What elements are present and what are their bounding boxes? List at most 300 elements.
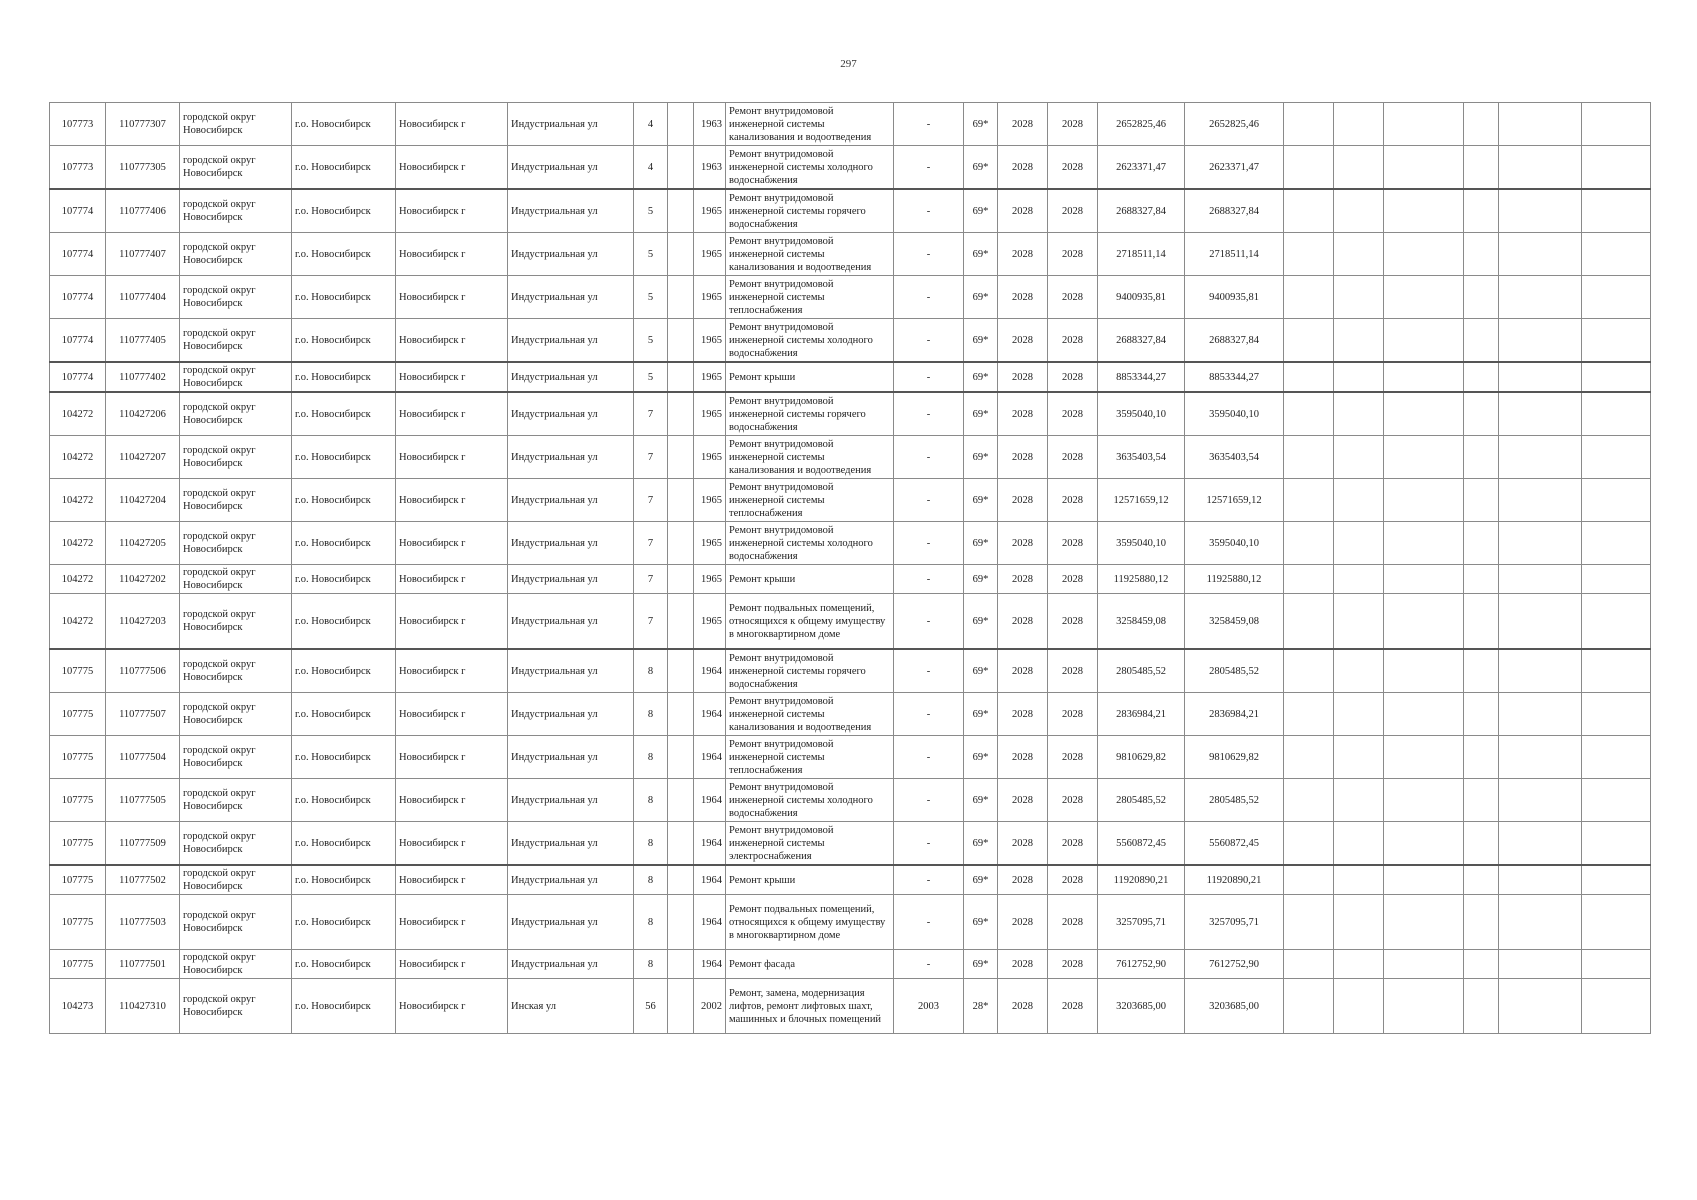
row-plan-end: 2028: [1048, 276, 1098, 319]
row-fund-cost: 8853344,27: [1185, 362, 1284, 392]
row-empty-cell: [1464, 103, 1499, 146]
row-municipality: г.о. Новосибирск: [292, 779, 396, 822]
row-commission: 2003: [894, 979, 964, 1034]
row-house: 8: [634, 736, 668, 779]
row-work: Ремонт внутридомовой инженерной системы канализования и водоотведения: [726, 233, 894, 276]
row-empty-cell: [1582, 895, 1651, 950]
row-city: Новосибирск г: [396, 865, 508, 895]
row-empty-cell: [1582, 522, 1651, 565]
row-empty-cell: [1464, 736, 1499, 779]
row-street: Индустриальная ул: [508, 276, 634, 319]
row-building: [668, 319, 694, 363]
row-code: 110777504: [106, 736, 180, 779]
row-id: 104272: [50, 522, 106, 565]
row-work: Ремонт внутридомовой инженерной системы горячего водоснабжения: [726, 189, 894, 233]
row-empty-cell: [1384, 693, 1464, 736]
row-municipality: г.о. Новосибирск: [292, 865, 396, 895]
row-empty-cell: [1284, 822, 1334, 866]
row-building: [668, 736, 694, 779]
row-commission: -: [894, 693, 964, 736]
row-work: Ремонт внутридомовой инженерной системы холодного водоснабжения: [726, 522, 894, 565]
row-empty-cell: [1334, 392, 1384, 436]
row-year: 1963: [694, 146, 726, 190]
row-total-cost: 7612752,90: [1098, 950, 1185, 979]
row-code: 110777406: [106, 189, 180, 233]
row-code: 110777404: [106, 276, 180, 319]
row-okrug: городской округ Новосибирск: [180, 779, 292, 822]
row-municipality: г.о. Новосибирск: [292, 736, 396, 779]
row-empty-cell: [1284, 979, 1334, 1034]
row-wear: 69*: [964, 276, 998, 319]
row-municipality: г.о. Новосибирск: [292, 146, 396, 190]
row-building: [668, 146, 694, 190]
row-okrug: городской округ Новосибирск: [180, 392, 292, 436]
row-municipality: г.о. Новосибирск: [292, 979, 396, 1034]
row-year: 1965: [694, 233, 726, 276]
row-empty-cell: [1284, 146, 1334, 190]
row-city: Новосибирск г: [396, 103, 508, 146]
row-plan-end: 2028: [1048, 822, 1098, 866]
row-id: 107774: [50, 362, 106, 392]
row-okrug: городской округ Новосибирск: [180, 233, 292, 276]
row-plan-end: 2028: [1048, 362, 1098, 392]
row-okrug: городской округ Новосибирск: [180, 950, 292, 979]
row-total-cost: 2718511,14: [1098, 233, 1185, 276]
row-plan-end: 2028: [1048, 865, 1098, 895]
row-total-cost: 9400935,81: [1098, 276, 1185, 319]
row-house: 5: [634, 362, 668, 392]
row-empty-cell: [1284, 950, 1334, 979]
row-empty-cell: [1499, 103, 1582, 146]
row-wear: 69*: [964, 693, 998, 736]
capital-repair-table: [49, 102, 1651, 1034]
row-okrug: городской округ Новосибирск: [180, 362, 292, 392]
row-empty-cell: [1499, 146, 1582, 190]
row-code: 110427206: [106, 392, 180, 436]
row-id: 107775: [50, 865, 106, 895]
row-year: 1964: [694, 779, 726, 822]
row-city: Новосибирск г: [396, 479, 508, 522]
row-commission: -: [894, 233, 964, 276]
row-plan-end: 2028: [1048, 189, 1098, 233]
row-empty-cell: [1334, 436, 1384, 479]
row-empty-cell: [1499, 979, 1582, 1034]
row-empty-cell: [1499, 594, 1582, 650]
row-total-cost: 2652825,46: [1098, 103, 1185, 146]
row-municipality: г.о. Новосибирск: [292, 594, 396, 650]
row-empty-cell: [1499, 693, 1582, 736]
row-empty-cell: [1582, 146, 1651, 190]
row-work: Ремонт внутридомовой инженерной системы теплоснабжения: [726, 479, 894, 522]
row-empty-cell: [1582, 736, 1651, 779]
row-wear: 69*: [964, 189, 998, 233]
row-house: 7: [634, 594, 668, 650]
row-commission: -: [894, 895, 964, 950]
row-plan-start: 2028: [998, 103, 1048, 146]
row-commission: -: [894, 594, 964, 650]
row-work: Ремонт внутридомовой инженерной системы электроснабжения: [726, 822, 894, 866]
row-id: 107773: [50, 146, 106, 190]
row-commission: -: [894, 736, 964, 779]
table-row: [50, 736, 1651, 779]
row-work: Ремонт внутридомовой инженерной системы канализования и водоотведения: [726, 436, 894, 479]
row-plan-end: 2028: [1048, 392, 1098, 436]
row-empty-cell: [1384, 189, 1464, 233]
row-empty-cell: [1499, 736, 1582, 779]
row-year: 1964: [694, 822, 726, 866]
row-id: 107774: [50, 276, 106, 319]
row-work: Ремонт внутридомовой инженерной системы горячего водоснабжения: [726, 392, 894, 436]
row-city: Новосибирск г: [396, 979, 508, 1034]
table-row: [50, 979, 1651, 1034]
row-empty-cell: [1384, 565, 1464, 594]
row-house: 8: [634, 895, 668, 950]
row-okrug: городской округ Новосибирск: [180, 649, 292, 693]
row-plan-end: 2028: [1048, 233, 1098, 276]
row-house: 56: [634, 979, 668, 1034]
row-empty-cell: [1499, 779, 1582, 822]
row-street: Индустриальная ул: [508, 565, 634, 594]
row-city: Новосибирск г: [396, 436, 508, 479]
row-work: Ремонт фасада: [726, 950, 894, 979]
row-plan-end: 2028: [1048, 895, 1098, 950]
row-fund-cost: 3635403,54: [1185, 436, 1284, 479]
row-empty-cell: [1464, 649, 1499, 693]
row-empty-cell: [1384, 822, 1464, 866]
row-commission: -: [894, 319, 964, 363]
row-municipality: г.о. Новосибирск: [292, 103, 396, 146]
row-id: 107774: [50, 233, 106, 276]
row-wear: 69*: [964, 522, 998, 565]
row-fund-cost: 12571659,12: [1185, 479, 1284, 522]
row-work: Ремонт внутридомовой инженерной системы канализования и водоотведения: [726, 103, 894, 146]
row-municipality: г.о. Новосибирск: [292, 895, 396, 950]
row-building: [668, 865, 694, 895]
row-building: [668, 822, 694, 866]
row-empty-cell: [1334, 979, 1384, 1034]
row-empty-cell: [1284, 362, 1334, 392]
row-municipality: г.о. Новосибирск: [292, 565, 396, 594]
row-house: 5: [634, 319, 668, 363]
row-total-cost: 2836984,21: [1098, 693, 1185, 736]
row-code: 110777402: [106, 362, 180, 392]
table-row: [50, 779, 1651, 822]
row-city: Новосибирск г: [396, 779, 508, 822]
row-empty-cell: [1582, 436, 1651, 479]
row-plan-start: 2028: [998, 950, 1048, 979]
row-empty-cell: [1284, 865, 1334, 895]
row-code: 110777501: [106, 950, 180, 979]
row-plan-start: 2028: [998, 392, 1048, 436]
table-row: [50, 649, 1651, 693]
row-empty-cell: [1464, 146, 1499, 190]
row-city: Новосибирск г: [396, 950, 508, 979]
row-id: 107775: [50, 693, 106, 736]
row-street: Индустриальная ул: [508, 233, 634, 276]
row-plan-start: 2028: [998, 594, 1048, 650]
row-plan-start: 2028: [998, 189, 1048, 233]
row-city: Новосибирск г: [396, 189, 508, 233]
row-id: 104273: [50, 979, 106, 1034]
row-empty-cell: [1582, 189, 1651, 233]
row-plan-start: 2028: [998, 979, 1048, 1034]
row-house: 8: [634, 649, 668, 693]
row-empty-cell: [1334, 522, 1384, 565]
row-work: Ремонт крыши: [726, 565, 894, 594]
row-empty-cell: [1284, 392, 1334, 436]
row-empty-cell: [1334, 233, 1384, 276]
row-empty-cell: [1384, 779, 1464, 822]
row-year: 1965: [694, 436, 726, 479]
row-code: 110777509: [106, 822, 180, 866]
table-row: [50, 392, 1651, 436]
row-empty-cell: [1582, 392, 1651, 436]
row-fund-cost: 11925880,12: [1185, 565, 1284, 594]
row-id: 104272: [50, 392, 106, 436]
row-city: Новосибирск г: [396, 693, 508, 736]
row-empty-cell: [1582, 479, 1651, 522]
row-year: 1965: [694, 594, 726, 650]
row-empty-cell: [1284, 276, 1334, 319]
row-empty-cell: [1334, 565, 1384, 594]
row-house: 5: [634, 276, 668, 319]
row-total-cost: 11925880,12: [1098, 565, 1185, 594]
row-municipality: г.о. Новосибирск: [292, 392, 396, 436]
row-empty-cell: [1334, 822, 1384, 866]
row-fund-cost: 2805485,52: [1185, 649, 1284, 693]
row-year: 2002: [694, 979, 726, 1034]
row-empty-cell: [1384, 392, 1464, 436]
row-street: Индустриальная ул: [508, 436, 634, 479]
row-empty-cell: [1499, 319, 1582, 363]
row-wear: 69*: [964, 779, 998, 822]
row-empty-cell: [1284, 736, 1334, 779]
row-code: 110777507: [106, 693, 180, 736]
row-total-cost: 12571659,12: [1098, 479, 1185, 522]
row-empty-cell: [1384, 233, 1464, 276]
row-municipality: г.о. Новосибирск: [292, 362, 396, 392]
row-empty-cell: [1384, 319, 1464, 363]
row-year: 1964: [694, 693, 726, 736]
row-id: 107774: [50, 319, 106, 363]
row-city: Новосибирск г: [396, 276, 508, 319]
row-building: [668, 189, 694, 233]
row-empty-cell: [1499, 436, 1582, 479]
row-city: Новосибирск г: [396, 146, 508, 190]
row-empty-cell: [1582, 950, 1651, 979]
row-plan-start: 2028: [998, 146, 1048, 190]
row-wear: 69*: [964, 594, 998, 650]
row-empty-cell: [1284, 233, 1334, 276]
row-fund-cost: 2805485,52: [1185, 779, 1284, 822]
row-empty-cell: [1464, 479, 1499, 522]
table-row: [50, 822, 1651, 866]
table-row: [50, 565, 1651, 594]
table-row: [50, 103, 1651, 146]
row-plan-end: 2028: [1048, 479, 1098, 522]
row-street: Индустриальная ул: [508, 392, 634, 436]
row-empty-cell: [1464, 950, 1499, 979]
table-row: [50, 522, 1651, 565]
row-empty-cell: [1464, 779, 1499, 822]
row-empty-cell: [1334, 276, 1384, 319]
row-wear: 69*: [964, 103, 998, 146]
row-empty-cell: [1334, 950, 1384, 979]
table-row: [50, 189, 1651, 233]
row-empty-cell: [1582, 103, 1651, 146]
row-commission: -: [894, 649, 964, 693]
row-empty-cell: [1384, 522, 1464, 565]
row-plan-end: 2028: [1048, 594, 1098, 650]
row-city: Новосибирск г: [396, 736, 508, 779]
page-number: 297: [840, 58, 857, 70]
row-id: 104272: [50, 479, 106, 522]
row-work: Ремонт крыши: [726, 865, 894, 895]
row-year: 1965: [694, 479, 726, 522]
row-street: Индустриальная ул: [508, 895, 634, 950]
row-wear: 69*: [964, 479, 998, 522]
row-street: Индустриальная ул: [508, 693, 634, 736]
row-work: Ремонт подвальных помещений, относящихся к общему имуществу в многоквартирном доме: [726, 594, 894, 650]
row-total-cost: 3203685,00: [1098, 979, 1185, 1034]
row-okrug: городской округ Новосибирск: [180, 436, 292, 479]
row-okrug: городской округ Новосибирск: [180, 865, 292, 895]
row-plan-end: 2028: [1048, 146, 1098, 190]
row-empty-cell: [1284, 895, 1334, 950]
row-total-cost: 11920890,21: [1098, 865, 1185, 895]
row-code: 110427310: [106, 979, 180, 1034]
row-empty-cell: [1284, 479, 1334, 522]
row-house: 8: [634, 822, 668, 866]
table-row: [50, 319, 1651, 363]
row-city: Новосибирск г: [396, 565, 508, 594]
row-city: Новосибирск г: [396, 895, 508, 950]
row-empty-cell: [1334, 779, 1384, 822]
row-total-cost: 3595040,10: [1098, 522, 1185, 565]
row-municipality: г.о. Новосибирск: [292, 693, 396, 736]
row-empty-cell: [1582, 276, 1651, 319]
row-work: Ремонт внутридомовой инженерной системы канализования и водоотведения: [726, 693, 894, 736]
row-commission: -: [894, 479, 964, 522]
row-code: 110777506: [106, 649, 180, 693]
table-row: [50, 146, 1651, 190]
row-building: [668, 103, 694, 146]
row-plan-start: 2028: [998, 565, 1048, 594]
row-plan-end: 2028: [1048, 522, 1098, 565]
table-row: [50, 233, 1651, 276]
row-plan-end: 2028: [1048, 319, 1098, 363]
row-empty-cell: [1582, 779, 1651, 822]
row-fund-cost: 2836984,21: [1185, 693, 1284, 736]
row-wear: 69*: [964, 895, 998, 950]
row-plan-start: 2028: [998, 865, 1048, 895]
row-code: 110777405: [106, 319, 180, 363]
row-empty-cell: [1464, 565, 1499, 594]
row-wear: 69*: [964, 146, 998, 190]
row-wear: 69*: [964, 233, 998, 276]
row-empty-cell: [1284, 779, 1334, 822]
row-city: Новосибирск г: [396, 822, 508, 866]
row-empty-cell: [1499, 865, 1582, 895]
row-code: 110427205: [106, 522, 180, 565]
row-fund-cost: 7612752,90: [1185, 950, 1284, 979]
row-total-cost: 2805485,52: [1098, 649, 1185, 693]
row-okrug: городской округ Новосибирск: [180, 594, 292, 650]
row-plan-end: 2028: [1048, 736, 1098, 779]
row-wear: 69*: [964, 736, 998, 779]
row-year: 1964: [694, 865, 726, 895]
row-total-cost: 9810629,82: [1098, 736, 1185, 779]
row-okrug: городской округ Новосибирск: [180, 103, 292, 146]
row-plan-start: 2028: [998, 779, 1048, 822]
row-building: [668, 233, 694, 276]
row-year: 1964: [694, 736, 726, 779]
row-municipality: г.о. Новосибирск: [292, 649, 396, 693]
row-fund-cost: 3595040,10: [1185, 392, 1284, 436]
row-id: 107775: [50, 649, 106, 693]
row-wear: 69*: [964, 392, 998, 436]
row-empty-cell: [1334, 649, 1384, 693]
row-work: Ремонт подвальных помещений, относящихся к общему имуществу в многоквартирном доме: [726, 895, 894, 950]
row-plan-end: 2028: [1048, 103, 1098, 146]
row-total-cost: 8853344,27: [1098, 362, 1185, 392]
row-year: 1965: [694, 276, 726, 319]
row-empty-cell: [1464, 865, 1499, 895]
row-empty-cell: [1384, 103, 1464, 146]
row-work: Ремонт внутридомовой инженерной системы горячего водоснабжения: [726, 649, 894, 693]
row-id: 107775: [50, 736, 106, 779]
row-empty-cell: [1384, 649, 1464, 693]
row-street: Индустриальная ул: [508, 103, 634, 146]
row-wear: 69*: [964, 319, 998, 363]
table-row: [50, 436, 1651, 479]
row-okrug: городской округ Новосибирск: [180, 822, 292, 866]
row-empty-cell: [1284, 693, 1334, 736]
row-commission: -: [894, 865, 964, 895]
row-street: Инская ул: [508, 979, 634, 1034]
row-commission: -: [894, 189, 964, 233]
row-empty-cell: [1284, 436, 1334, 479]
row-empty-cell: [1334, 362, 1384, 392]
row-empty-cell: [1384, 895, 1464, 950]
row-total-cost: 3635403,54: [1098, 436, 1185, 479]
row-work: Ремонт внутридомовой инженерной системы теплоснабжения: [726, 736, 894, 779]
row-okrug: городской округ Новосибирск: [180, 146, 292, 190]
row-building: [668, 950, 694, 979]
row-total-cost: 5560872,45: [1098, 822, 1185, 866]
table-row: [50, 693, 1651, 736]
row-wear: 28*: [964, 979, 998, 1034]
row-empty-cell: [1499, 822, 1582, 866]
row-empty-cell: [1464, 233, 1499, 276]
row-city: Новосибирск г: [396, 233, 508, 276]
row-street: Индустриальная ул: [508, 865, 634, 895]
row-municipality: г.о. Новосибирск: [292, 950, 396, 979]
row-commission: -: [894, 362, 964, 392]
row-total-cost: 2688327,84: [1098, 319, 1185, 363]
row-wear: 69*: [964, 950, 998, 979]
row-empty-cell: [1499, 565, 1582, 594]
row-municipality: г.о. Новосибирск: [292, 479, 396, 522]
row-house: 8: [634, 950, 668, 979]
row-plan-start: 2028: [998, 479, 1048, 522]
row-total-cost: 2805485,52: [1098, 779, 1185, 822]
row-city: Новосибирск г: [396, 319, 508, 363]
row-empty-cell: [1334, 319, 1384, 363]
row-empty-cell: [1464, 362, 1499, 392]
row-wear: 69*: [964, 565, 998, 594]
row-empty-cell: [1499, 950, 1582, 979]
